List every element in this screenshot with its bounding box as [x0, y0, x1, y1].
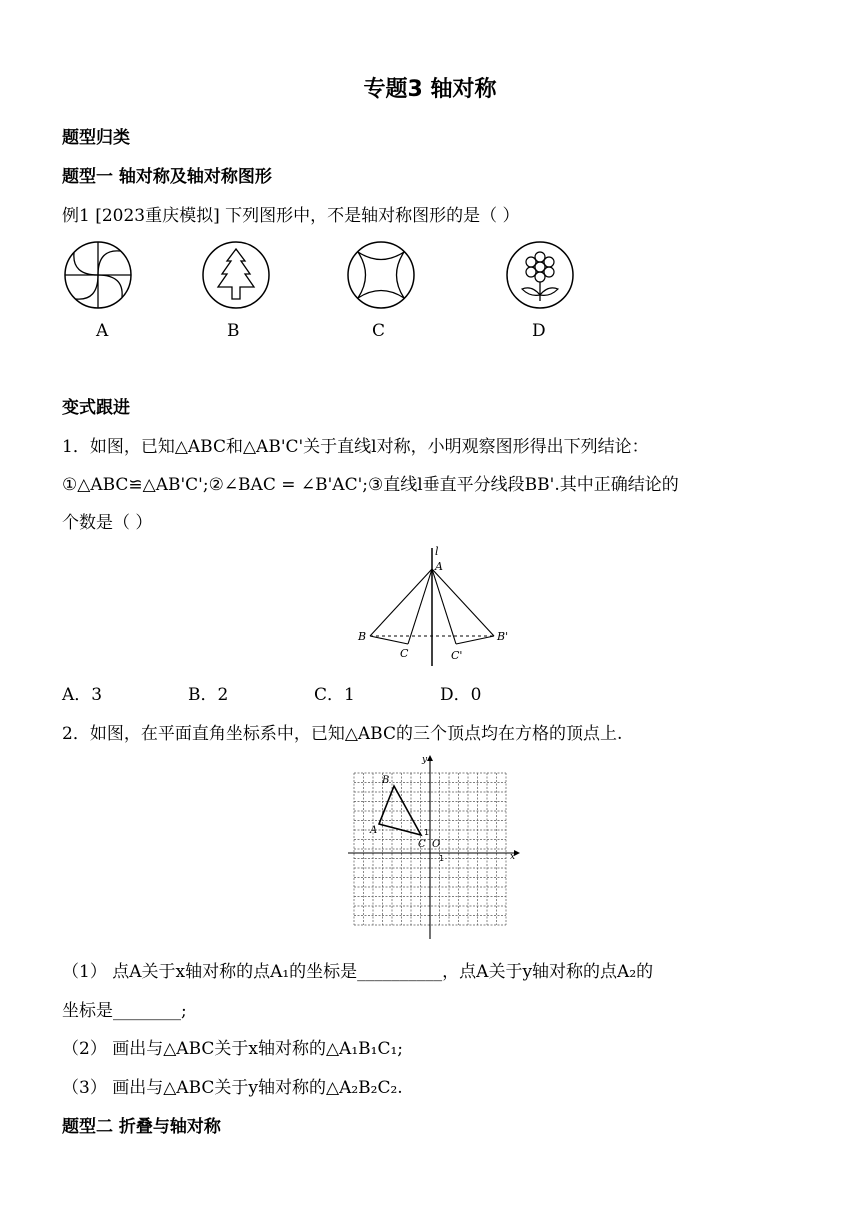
q1-label-b: B: [358, 630, 367, 643]
q2-sub1-line1: （1） 点A关于x轴对称的点A₁的坐标是__________，点A关于y轴对称的点A₂的: [62, 962, 654, 982]
triangle-abc: [379, 786, 421, 835]
q1-label-l: l: [435, 545, 439, 558]
q1-option-a: A．3: [62, 685, 103, 705]
page-title: 专题3 轴对称: [363, 77, 497, 102]
point-a-label: A: [370, 825, 378, 836]
x-unit-label: 1: [439, 854, 445, 863]
q1-option-c: C．1: [314, 685, 355, 705]
section-heading: 题型归类: [62, 128, 130, 148]
q1-line1: 1．如图，已知△ABC和△AB'C'关于直线l对称，小明观察图形得出下列结论：: [62, 437, 649, 457]
q1-triangle-figure: [340, 543, 530, 673]
q1-option-d: D．0: [440, 685, 482, 705]
origin-label: O: [432, 839, 441, 850]
figure-c-label: C: [372, 321, 386, 341]
q2-sub1-line2: 坐标是________;: [62, 1001, 187, 1021]
figure-d-flower: [504, 239, 576, 311]
figure-b-label: B: [227, 321, 240, 341]
q2-sub2: （2） 画出与△ABC关于x轴对称的△A₁B₁C₁;: [62, 1039, 403, 1059]
figure-c-concave: [345, 239, 417, 311]
q1-label-b-prime: B': [497, 630, 509, 643]
point-c-label: C: [418, 839, 426, 850]
q1-line3: 个数是（ ）: [62, 513, 153, 533]
type1-heading: 题型一 轴对称及轴对称图形: [62, 167, 272, 187]
point-b-label: B: [382, 775, 390, 786]
q1-line2: ①△ABC≌△AB'C';②∠BAC = ∠B'AC';③直线l垂直平分线段BB'.其中正确结论的: [62, 475, 679, 495]
q1-option-b: B．2: [188, 685, 229, 705]
figure-a-label: A: [96, 321, 109, 341]
variant-heading: 变式跟进: [62, 398, 130, 418]
q1-label-a: A: [435, 560, 443, 573]
q1-label-c: C: [400, 647, 409, 660]
type2-heading: 题型二 折叠与轴对称: [62, 1117, 221, 1137]
q2-sub3: （3） 画出与△ABC关于y轴对称的△A₂B₂C₂.: [62, 1078, 403, 1098]
q2-stem: 2．如图，在平面直角坐标系中，已知△ABC的三个顶点均在方格的顶点上.: [62, 724, 623, 744]
x-axis-label: x: [510, 852, 516, 862]
q1-label-c-prime: C': [451, 649, 463, 662]
figure-a-pinwheel: [62, 239, 134, 311]
figure-b-tree: [200, 239, 272, 311]
y-axis-arrow: [427, 755, 433, 761]
example1-text: 例1 [2023重庆模拟] 下列图形中，不是轴对称图形的是（ ）: [62, 206, 520, 226]
y-axis-label: y: [422, 755, 428, 765]
figure-d-label: D: [532, 321, 546, 341]
q2-coordinate-grid: [344, 753, 524, 943]
y-unit-label: 1: [424, 828, 430, 837]
